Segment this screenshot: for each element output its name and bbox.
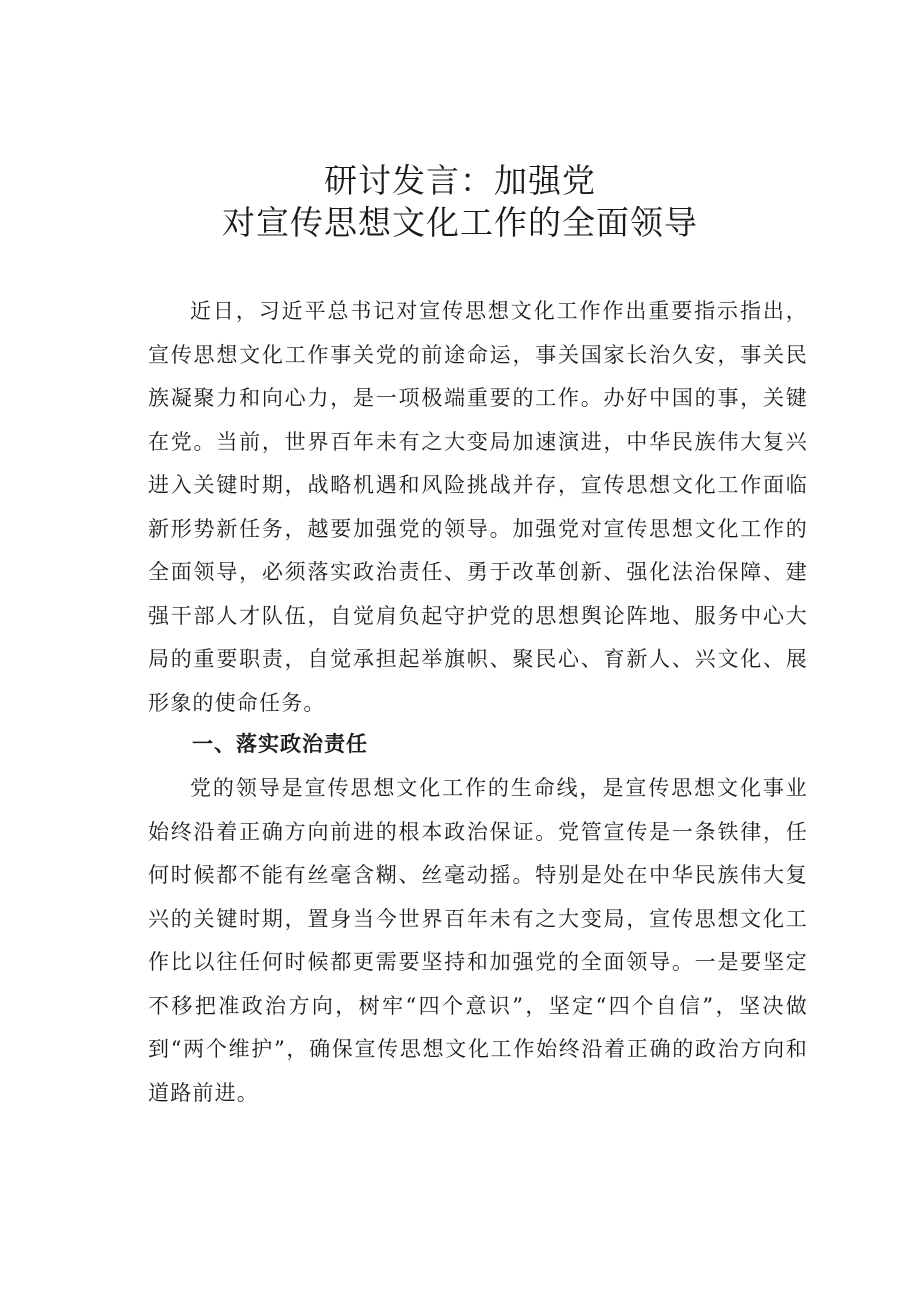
document-title-line-1: 研讨发言：加强党 (324, 161, 596, 200)
body-paragraph-2: 党的领导是宣传思想文化工作的生命线，是宣传思想文化事业始终沿着正确方向前进的根本政治保证。党管宣传是一条铁律，任何时候都不能有丝毫含糊、丝毫动摇。特别是处在中华民族伟大复兴的关键时期，置身当今世界百年未有之大变局，宣传思想文化工作比以往任何时候都更需要坚持和加强党的全面领导。一是要坚定不移把准政治方向，树牢“四个意识”，坚定“四个自信”，坚决做到“两个维护”，确保宣传思想文化工作始终沿着正确的政治方向和道路前进。 (148, 776, 808, 1105)
document-title-line-2: 对宣传思想文化工作的全面领导 (222, 203, 698, 242)
section-heading-1: 一、落实政治责任 (192, 732, 368, 756)
body-paragraph-1: 近日，习近平总书记对宣传思想文化工作作出重要指示指出，宣传思想文化工作事关党的前途命运，事关国家长治久安，事关民族凝聚力和向心力，是一项极端重要的工作。办好中国的事，关键在党。当前，世界百年未有之大变局加速演进，中华民族伟大复兴进入关键时期，战略机遇和风险挑战并存，宣传思想文化工作面临新形势新任务，越要加强党的领导。加强党对宣传思想文化工作的全面领导，必须落实政治责任、勇于改革创新、强化法治保障、建强干部人才队伍，自觉肩负起守护党的思想舆论阵地、服务中心大局的重要职责，自觉承担起举旗帜、聚民心、育新人、兴文化、展形象的使命任务。 (148, 299, 808, 715)
